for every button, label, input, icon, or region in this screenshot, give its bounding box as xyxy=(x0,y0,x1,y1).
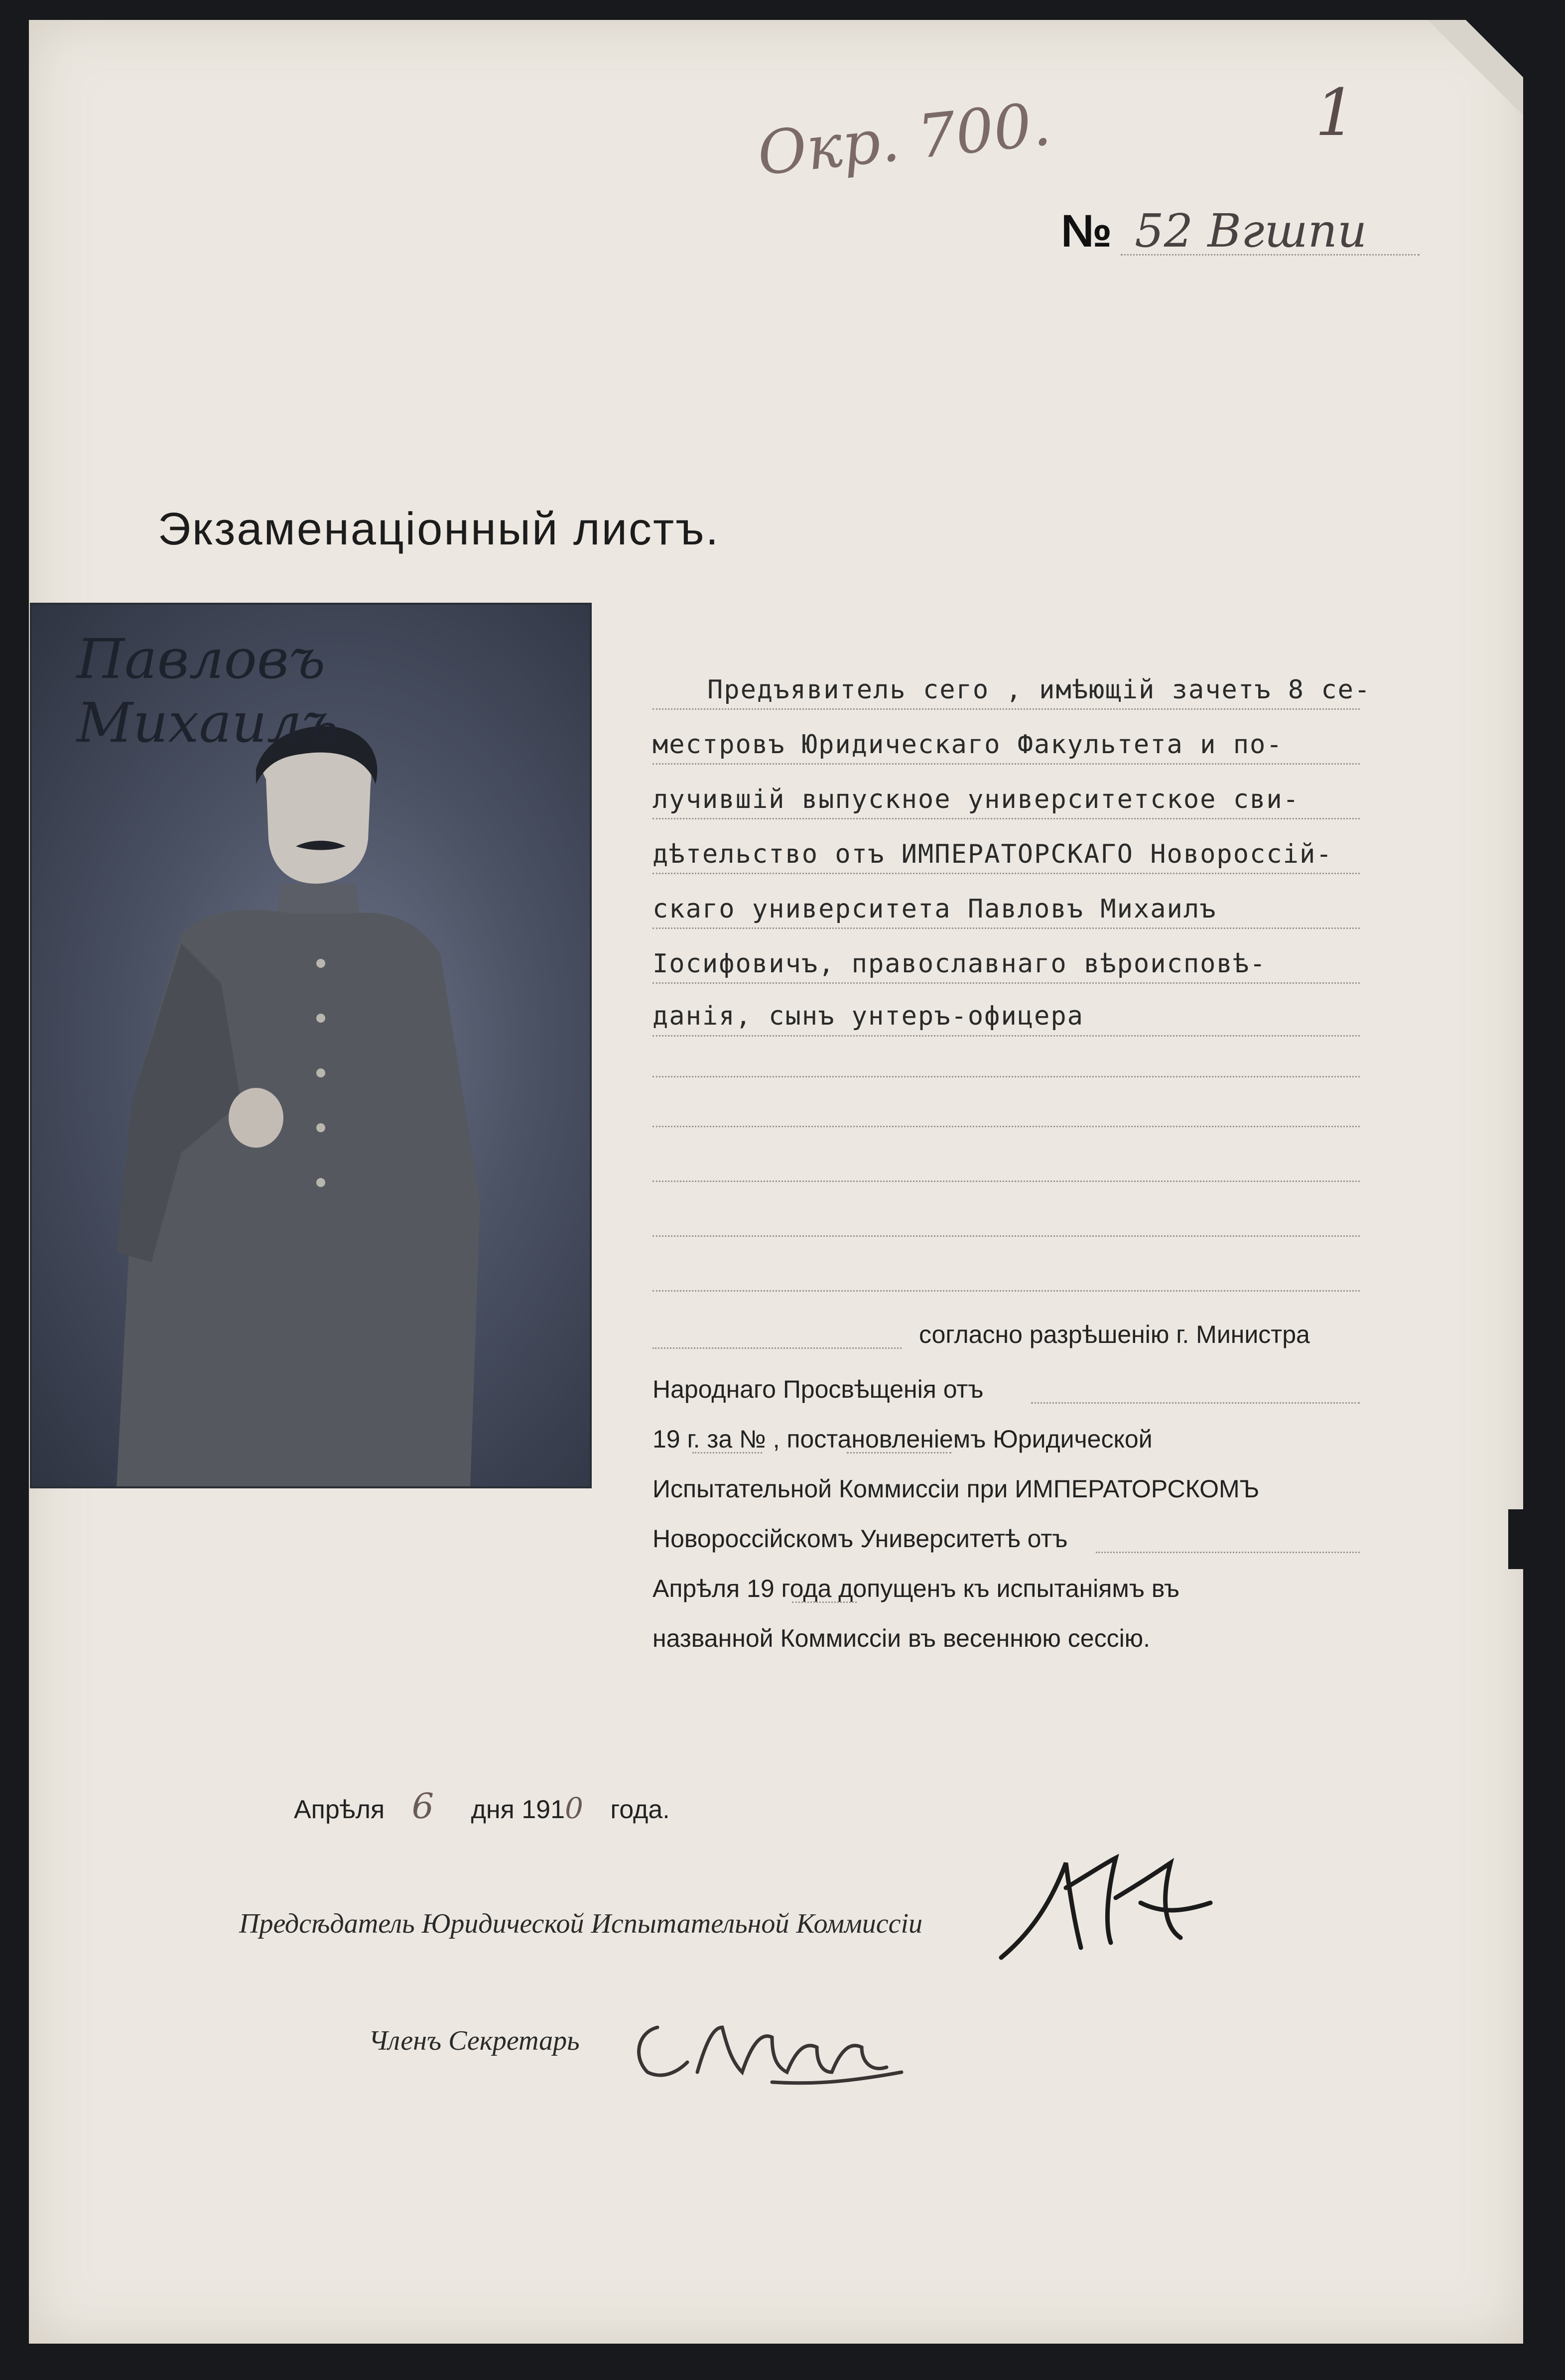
printed-line-1: согласно разрѣшенію г. Министра xyxy=(919,1321,1310,1348)
photo-caption: Павловъ Михаилъ xyxy=(77,627,339,755)
form-rule xyxy=(652,1076,1360,1077)
torn-corner xyxy=(1414,20,1523,229)
date-middle: дня 191 xyxy=(471,1795,565,1824)
typed-line-3: лучившій выпускное университетское сви- xyxy=(652,785,1300,814)
form-rule xyxy=(652,927,1360,929)
date-prefix: Апрѣля xyxy=(294,1795,385,1824)
signing-date xyxy=(294,1786,670,1827)
form-rule xyxy=(1096,1552,1360,1553)
form-rule xyxy=(652,1235,1360,1237)
document-number xyxy=(1061,204,1367,258)
form-rule xyxy=(652,1347,902,1349)
form-rule xyxy=(652,708,1360,710)
chairman-signature xyxy=(991,1843,1230,1973)
typed-line-7: данія, сынъ унтеръ-офицера xyxy=(652,1001,1084,1031)
handwritten-reference: Окр. 700. xyxy=(754,89,1054,189)
date-day: 6 xyxy=(411,1786,434,1827)
number-underline xyxy=(1121,254,1420,256)
number-value: 52 Bгшпи xyxy=(1135,204,1367,258)
form-rule xyxy=(792,1601,857,1603)
handwritten-page-number: 1 xyxy=(1315,75,1356,150)
typed-line-6: Іосифовичъ, православнаго вѣроисповѣ- xyxy=(652,949,1267,979)
portrait-photo xyxy=(30,603,592,1488)
form-rule xyxy=(652,873,1360,874)
printed-line-5: Новороссійскомъ Университетѣ отъ xyxy=(652,1525,1068,1553)
printed-line-4: Испытательной Коммиссіи при ИМПЕРАТОРСКОМЪ xyxy=(652,1475,1260,1503)
form-rule xyxy=(652,982,1360,984)
edge-tear xyxy=(1498,1509,1523,1569)
printed-line-7: названной Коммиссіи въ весеннюю сессію. xyxy=(652,1624,1151,1652)
printed-line-6: Апрѣля 19 года допущенъ къ испытаніямъ въ xyxy=(652,1575,1180,1602)
typed-line-1: Предъявитель сего , имѣющій зачетъ 8 се- xyxy=(707,675,1371,705)
date-suffix: года. xyxy=(610,1795,670,1824)
page-title: Экзаменаціонный листъ. xyxy=(157,504,720,554)
secretary-signature xyxy=(623,1997,931,2107)
form-rule xyxy=(1031,1402,1360,1404)
printed-line-3: 19 г. за № , постановленіемъ Юридической xyxy=(652,1425,1153,1453)
form-rule xyxy=(652,763,1360,765)
form-rule xyxy=(652,1035,1360,1037)
form-rule xyxy=(692,1452,762,1454)
form-rule xyxy=(652,818,1360,819)
typed-line-5: скаго университета Павловъ Михаилъ xyxy=(652,894,1217,924)
form-rule xyxy=(652,1126,1360,1127)
printed-line-2: Народнаго Просвѣщенія отъ xyxy=(652,1375,984,1403)
form-rule xyxy=(652,1290,1360,1292)
form-rule xyxy=(652,1181,1360,1182)
typed-line-2: местровъ Юридическаго Факультета и по- xyxy=(652,730,1283,760)
form-rule xyxy=(847,1452,951,1454)
chairman-label: Предсѣдатель Юридической Испытательной Коммиссіи xyxy=(239,1908,923,1939)
number-symbol: № xyxy=(1061,206,1112,257)
secretary-label: Членъ Секретарь xyxy=(369,2025,580,2056)
typed-line-4: дѣтельство отъ ИМПЕРАТОРСКАГО Новороссій- xyxy=(652,839,1333,869)
date-year-digit: 0 xyxy=(565,1791,583,1825)
